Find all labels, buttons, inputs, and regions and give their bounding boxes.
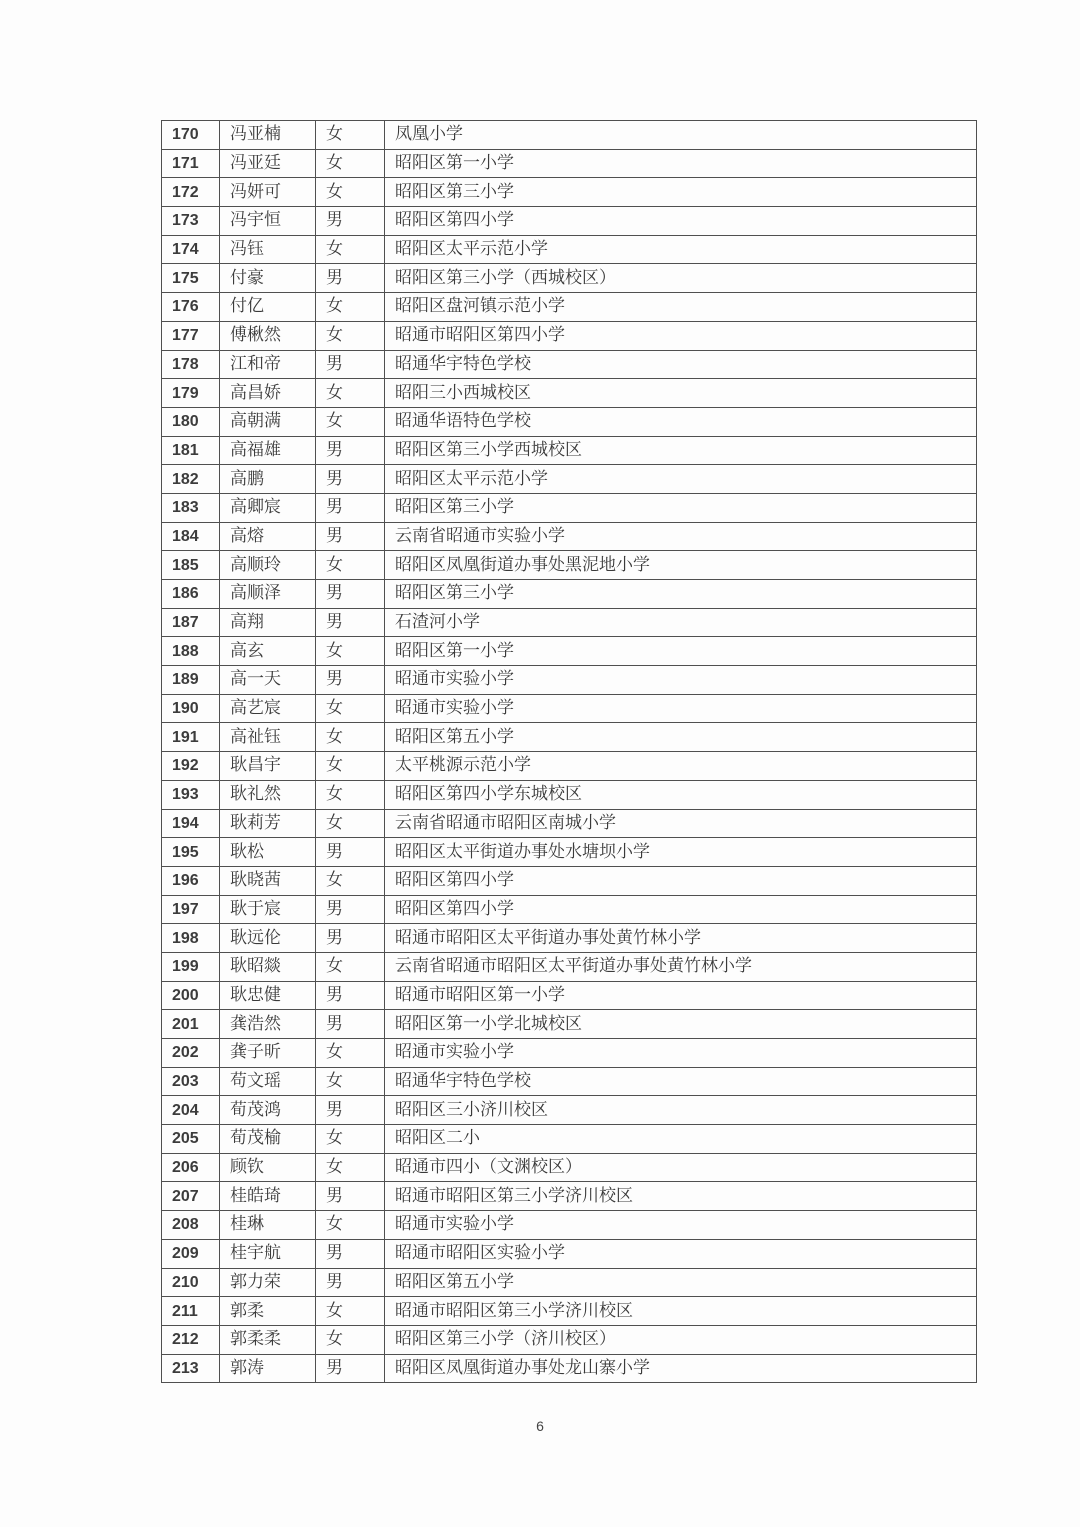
student-gender: 女 xyxy=(316,178,385,207)
row-number: 184 xyxy=(162,522,220,551)
student-name: 冯钰 xyxy=(220,235,316,264)
student-gender: 女 xyxy=(316,293,385,322)
row-number: 187 xyxy=(162,608,220,637)
school-name: 昭阳区第三小学 xyxy=(385,580,977,609)
school-name: 昭阳区太平示范小学 xyxy=(385,235,977,264)
row-number: 190 xyxy=(162,694,220,723)
row-number: 174 xyxy=(162,235,220,264)
school-name: 昭阳区第一小学 xyxy=(385,637,977,666)
page-number: 6 xyxy=(536,1418,544,1434)
school-name: 昭通华宇特色学校 xyxy=(385,350,977,379)
school-name: 云南省昭通市实验小学 xyxy=(385,522,977,551)
roster-body xyxy=(162,121,977,1383)
student-gender: 女 xyxy=(316,121,385,150)
student-name: 冯妍可 xyxy=(220,178,316,207)
school-name: 昭阳区第三小学 xyxy=(385,493,977,522)
table-row xyxy=(162,752,977,781)
student-name: 耿忠健 xyxy=(220,981,316,1010)
school-name: 昭通市四小（文渊校区） xyxy=(385,1153,977,1182)
school-name: 昭阳区太平街道办事处水塘坝小学 xyxy=(385,838,977,867)
row-number: 173 xyxy=(162,207,220,236)
student-gender: 女 xyxy=(316,866,385,895)
student-name: 高朝满 xyxy=(220,407,316,436)
student-name: 高昌娇 xyxy=(220,379,316,408)
row-number: 177 xyxy=(162,321,220,350)
table-row xyxy=(162,580,977,609)
student-name: 付亿 xyxy=(220,293,316,322)
student-name: 耿晓茜 xyxy=(220,866,316,895)
student-name: 桂琳 xyxy=(220,1211,316,1240)
table-row xyxy=(162,1354,977,1383)
school-name: 石渣河小学 xyxy=(385,608,977,637)
student-name: 郭柔柔 xyxy=(220,1325,316,1354)
school-name: 昭阳区第四小学 xyxy=(385,895,977,924)
student-gender: 男 xyxy=(316,350,385,379)
student-name: 高祉钰 xyxy=(220,723,316,752)
school-name: 云南省昭通市昭阳区太平街道办事处黄竹林小学 xyxy=(385,952,977,981)
table-row xyxy=(162,1153,977,1182)
row-number: 213 xyxy=(162,1354,220,1383)
row-number: 195 xyxy=(162,838,220,867)
table-row xyxy=(162,608,977,637)
table-row xyxy=(162,1182,977,1211)
student-name: 郭柔 xyxy=(220,1297,316,1326)
student-name: 付豪 xyxy=(220,264,316,293)
row-number: 186 xyxy=(162,580,220,609)
table-row xyxy=(162,121,977,150)
student-gender: 男 xyxy=(316,207,385,236)
student-gender: 女 xyxy=(316,723,385,752)
row-number: 203 xyxy=(162,1067,220,1096)
student-gender: 女 xyxy=(316,1125,385,1154)
table-row xyxy=(162,637,977,666)
row-number: 209 xyxy=(162,1239,220,1268)
student-gender: 女 xyxy=(316,379,385,408)
student-name: 高一天 xyxy=(220,666,316,695)
school-name: 昭阳三小西城校区 xyxy=(385,379,977,408)
student-gender: 男 xyxy=(316,1096,385,1125)
table-row xyxy=(162,981,977,1010)
student-gender: 女 xyxy=(316,694,385,723)
row-number: 188 xyxy=(162,637,220,666)
school-name: 昭阳区第四小学 xyxy=(385,207,977,236)
school-name: 昭阳区第一小学北城校区 xyxy=(385,1010,977,1039)
row-number: 185 xyxy=(162,551,220,580)
table-row xyxy=(162,1125,977,1154)
row-number: 210 xyxy=(162,1268,220,1297)
row-number: 191 xyxy=(162,723,220,752)
student-name: 高顺玲 xyxy=(220,551,316,580)
table-row xyxy=(162,293,977,322)
table-row xyxy=(162,493,977,522)
table-row xyxy=(162,522,977,551)
row-number: 172 xyxy=(162,178,220,207)
row-number: 183 xyxy=(162,493,220,522)
row-number: 211 xyxy=(162,1297,220,1326)
student-gender: 男 xyxy=(316,465,385,494)
student-name: 顾钦 xyxy=(220,1153,316,1182)
row-number: 197 xyxy=(162,895,220,924)
school-name: 昭通市实验小学 xyxy=(385,694,977,723)
row-number: 176 xyxy=(162,293,220,322)
student-name: 耿昭燚 xyxy=(220,952,316,981)
student-name: 冯宇恒 xyxy=(220,207,316,236)
table-row xyxy=(162,666,977,695)
table-row xyxy=(162,465,977,494)
student-gender: 女 xyxy=(316,1325,385,1354)
school-name: 昭通市昭阳区实验小学 xyxy=(385,1239,977,1268)
student-gender: 女 xyxy=(316,551,385,580)
row-number: 193 xyxy=(162,780,220,809)
student-gender: 女 xyxy=(316,235,385,264)
student-gender: 女 xyxy=(316,637,385,666)
student-name: 郭涛 xyxy=(220,1354,316,1383)
student-name: 高顺泽 xyxy=(220,580,316,609)
student-gender: 男 xyxy=(316,981,385,1010)
row-number: 180 xyxy=(162,407,220,436)
table-row xyxy=(162,1067,977,1096)
student-name: 江和帝 xyxy=(220,350,316,379)
student-gender: 男 xyxy=(316,522,385,551)
table-row xyxy=(162,551,977,580)
student-name: 高卿宸 xyxy=(220,493,316,522)
row-number: 207 xyxy=(162,1182,220,1211)
student-name: 耿于宸 xyxy=(220,895,316,924)
school-name: 太平桃源示范小学 xyxy=(385,752,977,781)
student-roster-table xyxy=(161,120,977,1383)
table-row xyxy=(162,780,977,809)
school-name: 凤凰小学 xyxy=(385,121,977,150)
school-name: 昭阳区太平示范小学 xyxy=(385,465,977,494)
school-name: 云南省昭通市昭阳区南城小学 xyxy=(385,809,977,838)
school-name: 昭通华宇特色学校 xyxy=(385,1067,977,1096)
row-number: 202 xyxy=(162,1039,220,1068)
student-name: 桂皓琦 xyxy=(220,1182,316,1211)
student-gender: 男 xyxy=(316,1239,385,1268)
student-name: 耿远伦 xyxy=(220,924,316,953)
school-name: 昭通市实验小学 xyxy=(385,666,977,695)
table-row xyxy=(162,350,977,379)
student-gender: 男 xyxy=(316,1354,385,1383)
student-gender: 男 xyxy=(316,838,385,867)
student-gender: 男 xyxy=(316,924,385,953)
table-row xyxy=(162,1039,977,1068)
student-name: 荀茂鸿 xyxy=(220,1096,316,1125)
table-row xyxy=(162,149,977,178)
student-gender: 男 xyxy=(316,436,385,465)
school-name: 昭通市昭阳区太平街道办事处黄竹林小学 xyxy=(385,924,977,953)
student-gender: 女 xyxy=(316,407,385,436)
school-name: 昭通华语特色学校 xyxy=(385,407,977,436)
school-name: 昭通市昭阳区第四小学 xyxy=(385,321,977,350)
school-name: 昭通市实验小学 xyxy=(385,1211,977,1240)
student-name: 高鹏 xyxy=(220,465,316,494)
table-row xyxy=(162,264,977,293)
student-gender: 女 xyxy=(316,1297,385,1326)
student-name: 荀茂榆 xyxy=(220,1125,316,1154)
student-name: 郭力荣 xyxy=(220,1268,316,1297)
row-number: 200 xyxy=(162,981,220,1010)
student-name: 高玄 xyxy=(220,637,316,666)
student-gender: 女 xyxy=(316,1067,385,1096)
school-name: 昭阳区第三小学（济川校区） xyxy=(385,1325,977,1354)
table-row xyxy=(162,407,977,436)
row-number: 201 xyxy=(162,1010,220,1039)
student-gender: 男 xyxy=(316,264,385,293)
school-name: 昭阳区第三小学（西城校区） xyxy=(385,264,977,293)
row-number: 206 xyxy=(162,1153,220,1182)
table-row xyxy=(162,694,977,723)
student-name: 耿莉芳 xyxy=(220,809,316,838)
table-row xyxy=(162,1297,977,1326)
student-gender: 女 xyxy=(316,952,385,981)
school-name: 昭通市昭阳区第一小学 xyxy=(385,981,977,1010)
student-name: 傅楸然 xyxy=(220,321,316,350)
student-name: 耿昌宇 xyxy=(220,752,316,781)
row-number: 192 xyxy=(162,752,220,781)
school-name: 昭阳区凤凰街道办事处黑泥地小学 xyxy=(385,551,977,580)
row-number: 199 xyxy=(162,952,220,981)
student-name: 苟文瑶 xyxy=(220,1067,316,1096)
table-row xyxy=(162,952,977,981)
student-gender: 女 xyxy=(316,1039,385,1068)
student-gender: 女 xyxy=(316,149,385,178)
school-name: 昭通市昭阳区第三小学济川校区 xyxy=(385,1182,977,1211)
table-row xyxy=(162,207,977,236)
row-number: 204 xyxy=(162,1096,220,1125)
student-name: 高艺宸 xyxy=(220,694,316,723)
table-row xyxy=(162,866,977,895)
table-row xyxy=(162,1010,977,1039)
row-number: 208 xyxy=(162,1211,220,1240)
student-gender: 女 xyxy=(316,321,385,350)
table-row xyxy=(162,436,977,465)
student-name: 高熔 xyxy=(220,522,316,551)
student-gender: 男 xyxy=(316,608,385,637)
school-name: 昭阳区第五小学 xyxy=(385,723,977,752)
student-gender: 女 xyxy=(316,752,385,781)
table-row xyxy=(162,723,977,752)
row-number: 178 xyxy=(162,350,220,379)
student-gender: 女 xyxy=(316,1211,385,1240)
row-number: 212 xyxy=(162,1325,220,1354)
table-row xyxy=(162,321,977,350)
school-name: 昭通市实验小学 xyxy=(385,1039,977,1068)
student-name: 耿松 xyxy=(220,838,316,867)
row-number: 175 xyxy=(162,264,220,293)
table-row xyxy=(162,838,977,867)
row-number: 194 xyxy=(162,809,220,838)
table-row xyxy=(162,1325,977,1354)
student-gender: 女 xyxy=(316,1153,385,1182)
school-name: 昭阳区凤凰街道办事处龙山寨小学 xyxy=(385,1354,977,1383)
student-gender: 女 xyxy=(316,809,385,838)
student-gender: 男 xyxy=(316,1010,385,1039)
row-number: 179 xyxy=(162,379,220,408)
school-name: 昭阳区第三小学西城校区 xyxy=(385,436,977,465)
student-name: 高福雄 xyxy=(220,436,316,465)
school-name: 昭阳区第一小学 xyxy=(385,149,977,178)
school-name: 昭阳区第四小学 xyxy=(385,866,977,895)
student-gender: 男 xyxy=(316,666,385,695)
student-name: 冯亚楠 xyxy=(220,121,316,150)
table-row xyxy=(162,809,977,838)
school-name: 昭阳区第五小学 xyxy=(385,1268,977,1297)
row-number: 181 xyxy=(162,436,220,465)
school-name: 昭阳区二小 xyxy=(385,1125,977,1154)
table-row xyxy=(162,379,977,408)
student-gender: 男 xyxy=(316,1268,385,1297)
student-gender: 女 xyxy=(316,780,385,809)
table-row xyxy=(162,1096,977,1125)
row-number: 196 xyxy=(162,866,220,895)
student-gender: 男 xyxy=(316,580,385,609)
table-row xyxy=(162,895,977,924)
student-gender: 男 xyxy=(316,1182,385,1211)
school-name: 昭通市昭阳区第三小学济川校区 xyxy=(385,1297,977,1326)
school-name: 昭阳区盘河镇示范小学 xyxy=(385,293,977,322)
table-row xyxy=(162,235,977,264)
row-number: 198 xyxy=(162,924,220,953)
row-number: 170 xyxy=(162,121,220,150)
row-number: 189 xyxy=(162,666,220,695)
row-number: 182 xyxy=(162,465,220,494)
student-name: 冯亚廷 xyxy=(220,149,316,178)
student-gender: 男 xyxy=(316,493,385,522)
table-row xyxy=(162,178,977,207)
school-name: 昭阳区第四小学东城校区 xyxy=(385,780,977,809)
table-row xyxy=(162,1211,977,1240)
table-row xyxy=(162,1268,977,1297)
school-name: 昭阳区三小济川校区 xyxy=(385,1096,977,1125)
row-number: 205 xyxy=(162,1125,220,1154)
student-name: 桂宇航 xyxy=(220,1239,316,1268)
student-gender: 男 xyxy=(316,895,385,924)
row-number: 171 xyxy=(162,149,220,178)
student-name: 耿礼然 xyxy=(220,780,316,809)
table-row xyxy=(162,1239,977,1268)
school-name: 昭阳区第三小学 xyxy=(385,178,977,207)
table-row xyxy=(162,924,977,953)
student-name: 龚浩然 xyxy=(220,1010,316,1039)
student-name: 高翔 xyxy=(220,608,316,637)
student-name: 龚子昕 xyxy=(220,1039,316,1068)
